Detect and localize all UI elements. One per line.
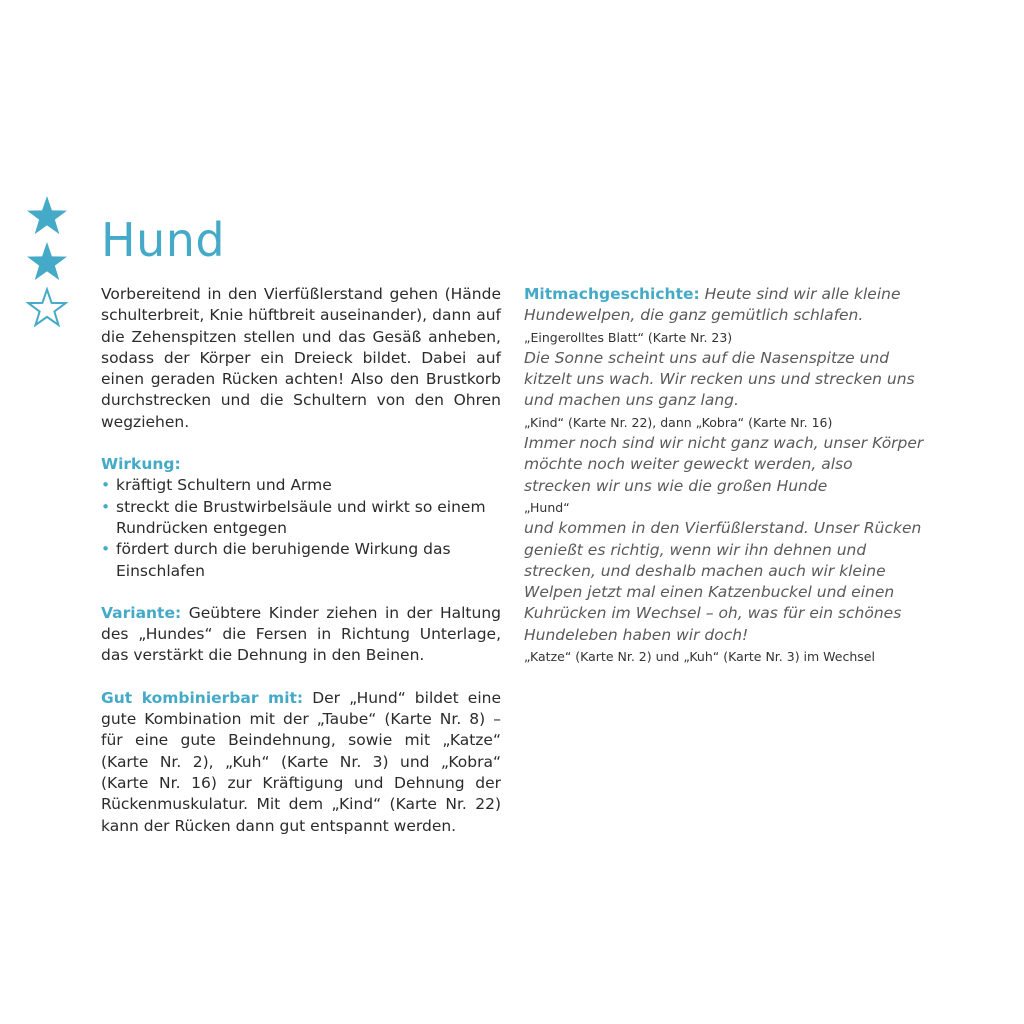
wirkung-heading: Wirkung: bbox=[101, 455, 181, 474]
story-text: Heute sind wir alle kleine Hundewelpen, die ganz gemütlich schlafen. bbox=[524, 285, 901, 325]
page-title: Hund bbox=[101, 213, 226, 267]
star-filled-icon bbox=[25, 240, 69, 284]
kombi-text: Der „Hund“ bildet eine gute Kombination mit der „Taube“ (Karte Nr. 8) – für eine gute Beindehnung, sowie mit „Katze“ (Karte Nr. 2), „Kuh“ (Karte Nr. 3) und „Kobra“ (Karte Nr. 16) zur Kräftigung und Dehnung der Rückenmuskulatur. Mit dem „Kind“ (Karte Nr. 22) kann der Rücken dann gut entspannt werden. bbox=[101, 688, 501, 835]
kombi-paragraph bbox=[101, 688, 501, 837]
list-item: • fördert durch die beruhigende Wirkung das Einschlafen bbox=[101, 539, 501, 582]
variante-paragraph bbox=[101, 603, 501, 667]
story-text: und kommen in den Vierfüßlerstand. Unser Rücken genießt es richtig, wenn wir ihn dehnen und strecken, und deshalb machen auch wir kleine Welpen jetzt mal einen Katzenbuckel und einen Kuhrücken im Wechsel – oh, was für ein schönes Hundeleben haben wir doch! bbox=[524, 519, 922, 644]
pose-cue: „Kind“ (Karte Nr. 22), dann „Kobra“ (Karte Nr. 16) bbox=[524, 414, 833, 430]
wirkung-list bbox=[101, 475, 501, 581]
right-column bbox=[524, 284, 924, 667]
list-item: • streckt die Brustwirbelsäule und wirkt so einem Rundrücken entgegen bbox=[101, 497, 501, 540]
pose-cue: „Eingerolltes Blatt“ (Karte Nr. 23) bbox=[524, 329, 733, 345]
pose-cue: „Hund“ bbox=[524, 499, 570, 515]
mitmach-heading: Mitmachgeschichte: bbox=[524, 285, 700, 303]
story-text: Die Sonne scheint uns auf die Nasenspitze und kitzelt uns wach. Wir recken uns und strecken uns und machen uns ganz lang. bbox=[524, 348, 915, 410]
left-column bbox=[101, 284, 501, 837]
pose-cue: „Katze“ (Karte Nr. 2) und „Kuh“ (Karte Nr. 3) im Wechsel bbox=[524, 649, 875, 665]
variante-heading: Variante: bbox=[101, 603, 182, 622]
intro-paragraph: Vorbereitend in den Vierfüßlerstand gehen (Hände schulterbreit, Knie hüftbreit auseinander), dann auf die Zehenspitzen stellen und das Gesäß anheben, sodass der Körper ein Dreieck bildet. Dabei auf einen geraden Rücken achten! Also den Brustkorb durchstrecken und die Schultern von den Ohren wegziehen. bbox=[101, 285, 501, 431]
story-intro bbox=[524, 284, 924, 327]
difficulty-rating bbox=[25, 194, 69, 332]
kombi-heading: Gut kombinierbar mit: bbox=[101, 688, 304, 707]
story-text: Immer noch sind wir nicht ganz wach, unser Körper möchte noch weiter geweckt werden, also strecken wir uns wie die großen Hunde bbox=[524, 434, 924, 495]
variante-text: Geübtere Kinder ziehen in der Haltung des „Hundes“ die Fersen in Richtung Unterlage, das verstärkt die Dehnung in den Beinen. bbox=[101, 603, 501, 665]
list-item: • kräftigt Schultern und Arme bbox=[101, 475, 501, 496]
star-filled-icon bbox=[25, 194, 69, 238]
star-outline-icon bbox=[25, 286, 69, 330]
wirkung-section bbox=[101, 454, 501, 582]
